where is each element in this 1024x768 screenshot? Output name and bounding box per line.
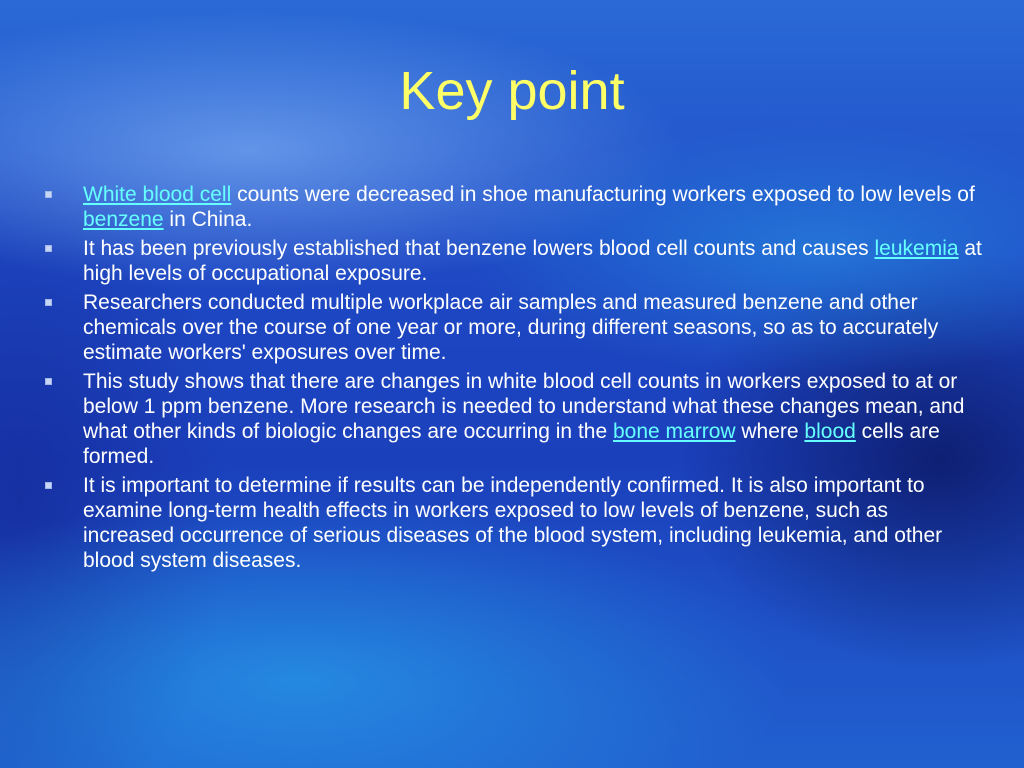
bullet-marker-icon [45,378,52,385]
bullet-text: where [735,420,805,443]
bullet-marker-icon [45,245,52,252]
bullet-list [44,182,984,577]
bullet-text: It has been previously established that benzene lowers blood cell counts and causes [83,237,875,260]
bullet-item-4 [44,369,984,469]
bullet-text: counts were decreased in shoe manufacturing workers exposed to low levels of [231,183,975,206]
bullet-text: It is important to determine if results can be independently confirmed. It is also important to examine long-term health effects in workers exposed to low levels of benzene, such as increased occurrence of serious diseases of the blood system, including leukemia, and other blood system diseases. [83,474,943,572]
slide-title: Key point [399,61,625,121]
bullet-text: Researchers conducted multiple workplace air samples and measured benzene and other chemicals over the course of one year or more, during different seasons, so as to accurately estimate workers' exposures over time. [83,291,939,364]
bullet-text: in China. [163,208,253,231]
link-white-blood-cell[interactable]: White blood cell [83,183,232,206]
link-benzene[interactable]: benzene [83,208,164,231]
bullet-marker-icon [45,299,52,306]
bullet-marker-icon [45,482,52,489]
bullet-text: This study shows that there are changes in white blood cell counts in workers exposed to at or below 1 ppm benzene. More research is needed to understand what these changes mean, and what other kinds of biologic changes are occurring in the [83,370,965,443]
bullet-item-2 [44,236,984,286]
link-leukemia[interactable]: leukemia [874,237,959,260]
bullet-item-5 [44,473,984,573]
bullet-text: cells are formed. [83,420,940,468]
link-blood[interactable]: blood [804,420,856,443]
link-bone-marrow[interactable]: bone marrow [612,420,736,443]
bullet-text: at high levels of occupational exposure. [83,237,982,285]
bullet-item-1 [44,182,984,232]
bullet-item-3 [44,290,984,365]
bullet-marker-icon [45,191,52,198]
